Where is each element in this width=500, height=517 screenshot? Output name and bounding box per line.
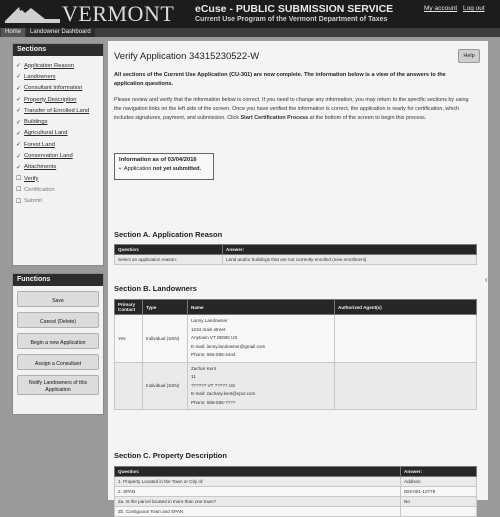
section-b-table [114, 299, 477, 410]
save-button[interactable]: Save [17, 291, 99, 307]
tab-home[interactable]: Home [1, 28, 25, 37]
table-row [115, 487, 477, 497]
landowner-phone: Phone: 555-555-4444 [191, 352, 236, 357]
help-button[interactable]: Help [458, 49, 480, 63]
landowner-name: Zachar Kent [191, 365, 217, 371]
sidebar-item-conservation-land[interactable] [16, 150, 103, 161]
page-title: Verify Application 34315230522-W [114, 51, 260, 62]
column-header: Question: [115, 245, 223, 255]
nav-bar [0, 28, 500, 37]
instructions-pre: Please review and verify that the information below is correct. If you need to change any information, you may return to the specific sections by using the navigation links on the left side of the screen. Once you have verified the information is correct, the application is ready for certification, which includes signatures, payment, and submission. Click [114, 97, 469, 121]
name-cell [188, 362, 335, 410]
checkmark-icon: ✓ [16, 63, 22, 70]
sidebar-item-label[interactable]: Buildings [24, 119, 48, 126]
notify-landowners-button[interactable]: Notify Landowners of this Application [17, 375, 99, 395]
sidebar-item-property-description[interactable] [16, 94, 103, 105]
status-value: not yet submitted. [152, 166, 202, 172]
authorized-agent-cell [335, 315, 477, 363]
tab-landowner-dashboard[interactable]: Landowner Dashboard [26, 28, 95, 37]
status-item [119, 166, 209, 172]
authorized-agent-cell [335, 362, 477, 410]
sidebar-item-label[interactable]: Verify [24, 175, 39, 182]
checkmark-icon: ✓ [16, 130, 22, 137]
table-header-row [115, 300, 477, 315]
section-c-table [114, 466, 477, 517]
answer-cell [401, 507, 477, 517]
checkmark-icon: ✓ [16, 97, 22, 104]
question-cell: 1. Property Located in the Town or City of: [115, 477, 401, 487]
intro-text: All sections of the Current Use Application (CU-301) are now complete. The information below is a view of the answers to the application questions. [114, 72, 446, 87]
checkmark-icon: ✓ [16, 119, 22, 126]
table-row [115, 315, 477, 363]
sidebar-item-label[interactable]: Property Description [24, 96, 77, 103]
start-certification-ref: Start Certification Process [240, 115, 309, 121]
landowner-city: ?????? VT ????? US [191, 382, 236, 388]
checkmark-icon: ✓ [16, 108, 22, 115]
sidebar-item-consultant-information[interactable] [16, 83, 103, 94]
checkmark-icon: ✓ [16, 74, 22, 81]
bullet-icon: • [119, 166, 121, 172]
section-c-title: Section C. Property Description [114, 451, 227, 460]
landowner-email: E-mail: lanny.landowner@gmail.com [191, 343, 266, 349]
logout-link[interactable]: Log out [463, 5, 485, 12]
sidebar-item-landowners[interactable] [16, 71, 103, 82]
functions-panel [12, 273, 104, 415]
checkmark-icon: ✓ [16, 153, 22, 160]
table-row [115, 477, 477, 487]
cancel-delete-button[interactable]: Cancel (Delete) [17, 312, 99, 328]
sidebar-item-label: Submit [24, 198, 43, 205]
sidebar-item-label[interactable]: Attachments [24, 164, 57, 171]
service-title: eCuse - PUBLIC SUBMISSION SERVICE [195, 3, 394, 15]
sidebar-item-label[interactable]: Landowners [24, 73, 56, 80]
table-row [115, 255, 477, 265]
answer-cell: Addison [401, 477, 477, 487]
my-account-link[interactable]: My account [424, 5, 458, 12]
sidebar-item-buildings[interactable] [16, 116, 103, 127]
sidebar-item-label[interactable]: Transfer of Enrolled Land [24, 107, 90, 114]
answer-cell: 003-001-10779 [401, 487, 477, 497]
checkmark-icon: ✓ [16, 142, 22, 149]
begin-new-application-button[interactable]: Begin a new Application [17, 333, 99, 349]
column-header: Question: [115, 467, 401, 477]
logo-text: VERMONT [62, 1, 175, 26]
checkmark-icon: ✓ [16, 85, 22, 92]
service-subtitle: Current Use Program of the Vermont Department of Taxes [195, 16, 388, 23]
checkbox-empty-icon: ☐ [16, 198, 22, 205]
landowner-address: 1234 main street [191, 326, 226, 332]
sidebar-item-label[interactable]: Agricultural Land [24, 130, 68, 137]
table-row [115, 362, 477, 410]
status-pre: Application [123, 166, 153, 172]
question-cell: 2. SPAN [115, 487, 401, 497]
instructions-post: at the bottom of the screen to begin this process. [308, 115, 427, 121]
checkbox-empty-icon: ☐ [16, 176, 22, 183]
type-cell: Individual (SSN) [143, 362, 188, 410]
app-header [0, 0, 500, 28]
sidebar-item-label[interactable]: Consultant Information [24, 85, 83, 92]
functions-title: Functions [13, 274, 103, 286]
sidebar-item-agricultural-land[interactable] [16, 128, 103, 139]
section-a-title: Section A. Application Reason [114, 230, 223, 239]
sidebar-item-certification [16, 184, 103, 195]
main-content [108, 41, 488, 514]
sidebar-item-submit [16, 196, 103, 207]
sidebar-item-forest-land[interactable] [16, 139, 103, 150]
answer-cell: No [401, 497, 477, 507]
type-cell: Individual (SSN) [143, 315, 188, 363]
question-cell: Select an application reason: [115, 255, 223, 265]
sidebar-item-label[interactable]: Conservation Land [24, 153, 73, 160]
sections-panel [12, 43, 104, 266]
primary-contact-cell [115, 362, 143, 410]
scroll-chevron-left-icon[interactable]: ‹ [485, 275, 488, 284]
column-header: Primary Contact [115, 300, 143, 315]
table-row [115, 497, 477, 507]
vermont-logo-mountain-icon [5, 3, 60, 23]
name-cell [188, 315, 335, 363]
checkmark-icon: ✓ [16, 164, 22, 171]
status-info-box [114, 153, 214, 180]
table-header-row [115, 245, 477, 255]
question-cell: 2a. Is the parcel located in more than one town? [115, 497, 401, 507]
assign-consultant-button[interactable]: Assign a Consultant [17, 354, 99, 370]
instructions-text [114, 96, 476, 123]
sidebar-item-label[interactable]: Forest Land [24, 141, 55, 148]
column-header: Answer: [401, 467, 477, 477]
sidebar-item-application-reason[interactable] [16, 60, 103, 71]
landowner-city: Anytown VT 05000 US [191, 335, 238, 340]
landowner-name: Lanny Landowner [191, 318, 228, 323]
table-row [115, 507, 477, 517]
info-title: Information as of 03/04/2016 [119, 157, 197, 163]
table-header-row [115, 467, 477, 477]
primary-contact-cell: Yes [115, 315, 143, 363]
column-header: Name [188, 300, 335, 315]
landowner-phone: Phone: 555-555-???? [191, 399, 236, 405]
landowner-address: 11 [191, 374, 196, 379]
answer-cell: Land and/or buildings that are not currently enrolled (new enrollment) [223, 255, 477, 265]
sidebar-item-transfer-of-enrolled-land[interactable] [16, 105, 103, 116]
sidebar-item-label: Certification [24, 186, 55, 193]
sections-list [13, 56, 103, 207]
checkbox-empty-icon: ☐ [16, 187, 22, 194]
landowner-email: E-mail: zachary.kent@vpvr.com [191, 391, 256, 396]
sidebar-item-label[interactable]: Application Reason [24, 62, 74, 69]
sidebar-item-verify[interactable] [16, 173, 103, 184]
column-header: Answer: [223, 245, 477, 255]
sidebar-item-attachments[interactable] [16, 162, 103, 173]
sections-title: Sections [13, 44, 103, 56]
column-header: Type [143, 300, 188, 315]
question-cell: 2b. Contiguous Town and SPAN [115, 507, 401, 517]
column-header: Authorized Agent(s) [335, 300, 477, 315]
section-a-table [114, 244, 477, 265]
section-b-title: Section B. Landowners [114, 284, 197, 293]
